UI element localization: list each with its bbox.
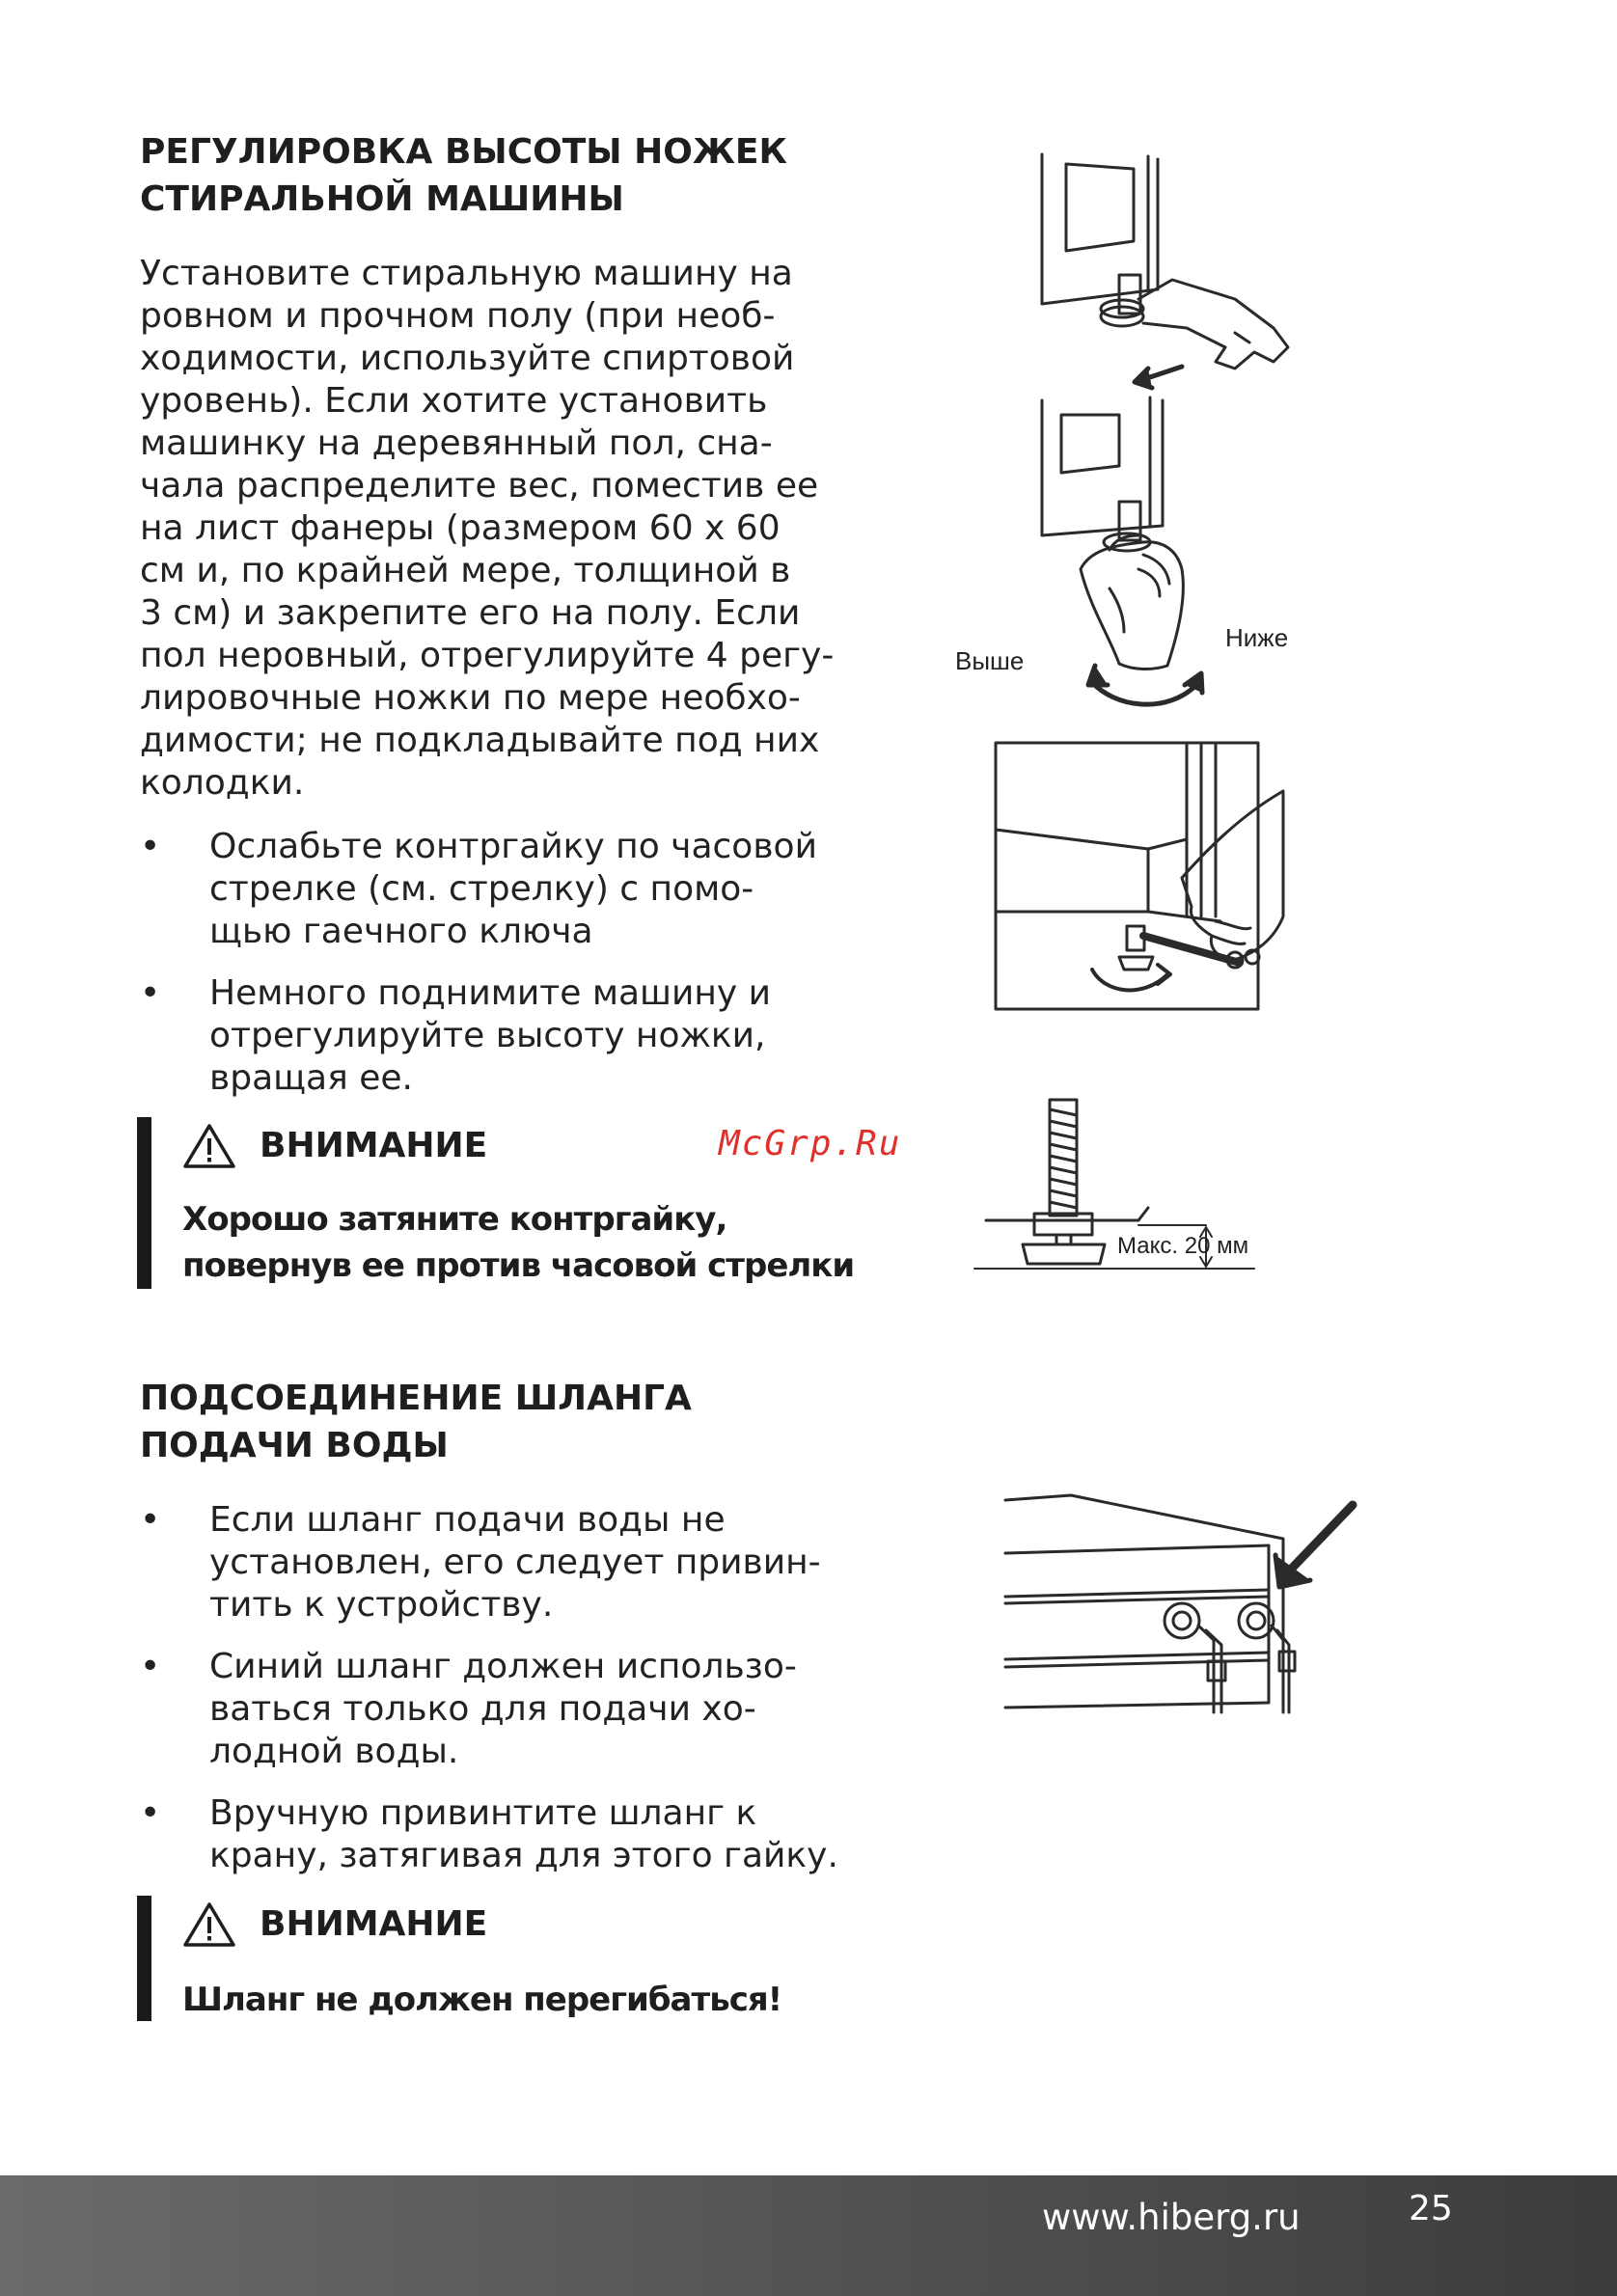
bullet-dot: • bbox=[140, 1793, 161, 1833]
warning-triangle-icon bbox=[182, 1123, 236, 1169]
warning-line: Хорошо затяните контргайку, bbox=[182, 1200, 727, 1239]
section-title-water-hose bbox=[140, 1375, 692, 1469]
figure-foot-adjustment bbox=[946, 145, 1322, 714]
warning-line: повернув ее против часовой стрелки bbox=[182, 1246, 855, 1285]
bullet-dot: • bbox=[140, 1647, 161, 1686]
bullet-line: стрелке (см. стрелку) с помо- bbox=[209, 869, 754, 909]
paragraph-line: димости; не подкладывайте под них bbox=[140, 721, 820, 760]
title-line: РЕГУЛИРОВКА ВЫСОТЫ НОЖЕК bbox=[140, 132, 787, 172]
bullet-line: отрегулируйте высоту ножки, bbox=[209, 1016, 766, 1055]
figure-wrench-under-machine bbox=[984, 733, 1302, 1013]
figure-max-height bbox=[965, 1090, 1283, 1283]
label-higher: Выше bbox=[955, 646, 1025, 675]
title-line: ПОДСОЕДИНЕНИЕ ШЛАНГА bbox=[140, 1379, 692, 1418]
warning-text bbox=[182, 1196, 854, 1289]
bullet-line: установлен, его следует привин- bbox=[209, 1543, 821, 1582]
wrench-under-machine-illustration bbox=[984, 733, 1302, 1013]
bullet-line: крану, затягивая для этого гайку. bbox=[209, 1836, 838, 1875]
bullet-line: щью гаечного ключа bbox=[209, 912, 593, 951]
water-inlets-illustration bbox=[994, 1486, 1360, 1727]
section-title-leg-adjustment bbox=[140, 128, 787, 223]
paragraph-line: колодки. bbox=[140, 763, 305, 803]
paragraph-line: Установите стиральную машину на bbox=[140, 254, 793, 293]
warning-text bbox=[182, 1977, 781, 2023]
bullet-line: вращая ее. bbox=[209, 1058, 413, 1098]
leg-adjustment-paragraph bbox=[140, 253, 834, 805]
page-footer bbox=[0, 2175, 1617, 2296]
bullet-dot: • bbox=[140, 827, 161, 866]
label-max-height: Макс. 20 мм bbox=[1117, 1233, 1249, 1259]
bullet-line: Синий шланг должен использо- bbox=[209, 1647, 797, 1686]
warning-triangle-icon bbox=[182, 1901, 236, 1948]
paragraph-line: лировочные ножки по мере необхо- bbox=[140, 678, 801, 718]
watermark: McGrp.Ru bbox=[719, 1124, 902, 1163]
paragraph-line: пол неровный, отрегулируйте 4 регу- bbox=[140, 636, 835, 675]
paragraph-line: см и, по крайней мере, толщиной в bbox=[140, 551, 791, 590]
paragraph-line: ходимости, используйте спиртовой bbox=[140, 339, 795, 378]
bullet-line: Вручную привинтите шланг к bbox=[209, 1793, 757, 1833]
page-number: 25 bbox=[1409, 2189, 1453, 2228]
warning-title-text: ВНИМАНИЕ bbox=[260, 1904, 488, 1944]
figure-water-inlets bbox=[994, 1486, 1360, 1727]
bullet-line: ваться только для подачи хо- bbox=[209, 1689, 756, 1729]
bullet-line: Ослабьте контргайку по часовой bbox=[209, 827, 817, 866]
label-lower: Ниже bbox=[1225, 623, 1289, 652]
bullet-dot: • bbox=[140, 973, 161, 1013]
bullet-line: лодной воды. bbox=[209, 1732, 459, 1771]
bullet-line: Если шланг подачи воды не bbox=[209, 1500, 726, 1540]
paragraph-line: уровень). Если хотите установить bbox=[140, 381, 768, 421]
paragraph-line: чала распределите вес, поместив ее bbox=[140, 466, 819, 506]
bullet-line: Немного поднимите машину и bbox=[209, 973, 772, 1013]
title-line: СТИРАЛЬНОЙ МАШИНЫ bbox=[140, 179, 624, 219]
warning-title-text: ВНИМАНИЕ bbox=[260, 1126, 488, 1165]
paragraph-line: 3 см) и закрепите его на полу. Если bbox=[140, 593, 801, 633]
warning-line: Шланг не должен перегибаться! bbox=[182, 1981, 782, 2019]
paragraph-line: на лист фанеры (размером 60 х 60 bbox=[140, 508, 781, 548]
bullet-dot: • bbox=[140, 1500, 161, 1540]
warning-box-hose bbox=[137, 1896, 846, 2021]
bullet-line: тить к устройству. bbox=[209, 1585, 554, 1625]
footer-website: www.hiberg.ru bbox=[1042, 2197, 1301, 2238]
paragraph-line: ровном и прочном полу (при необ- bbox=[140, 296, 776, 336]
paragraph-line: машинку на деревянный пол, сна- bbox=[140, 424, 773, 463]
title-line: ПОДАЧИ ВОДЫ bbox=[140, 1426, 449, 1465]
